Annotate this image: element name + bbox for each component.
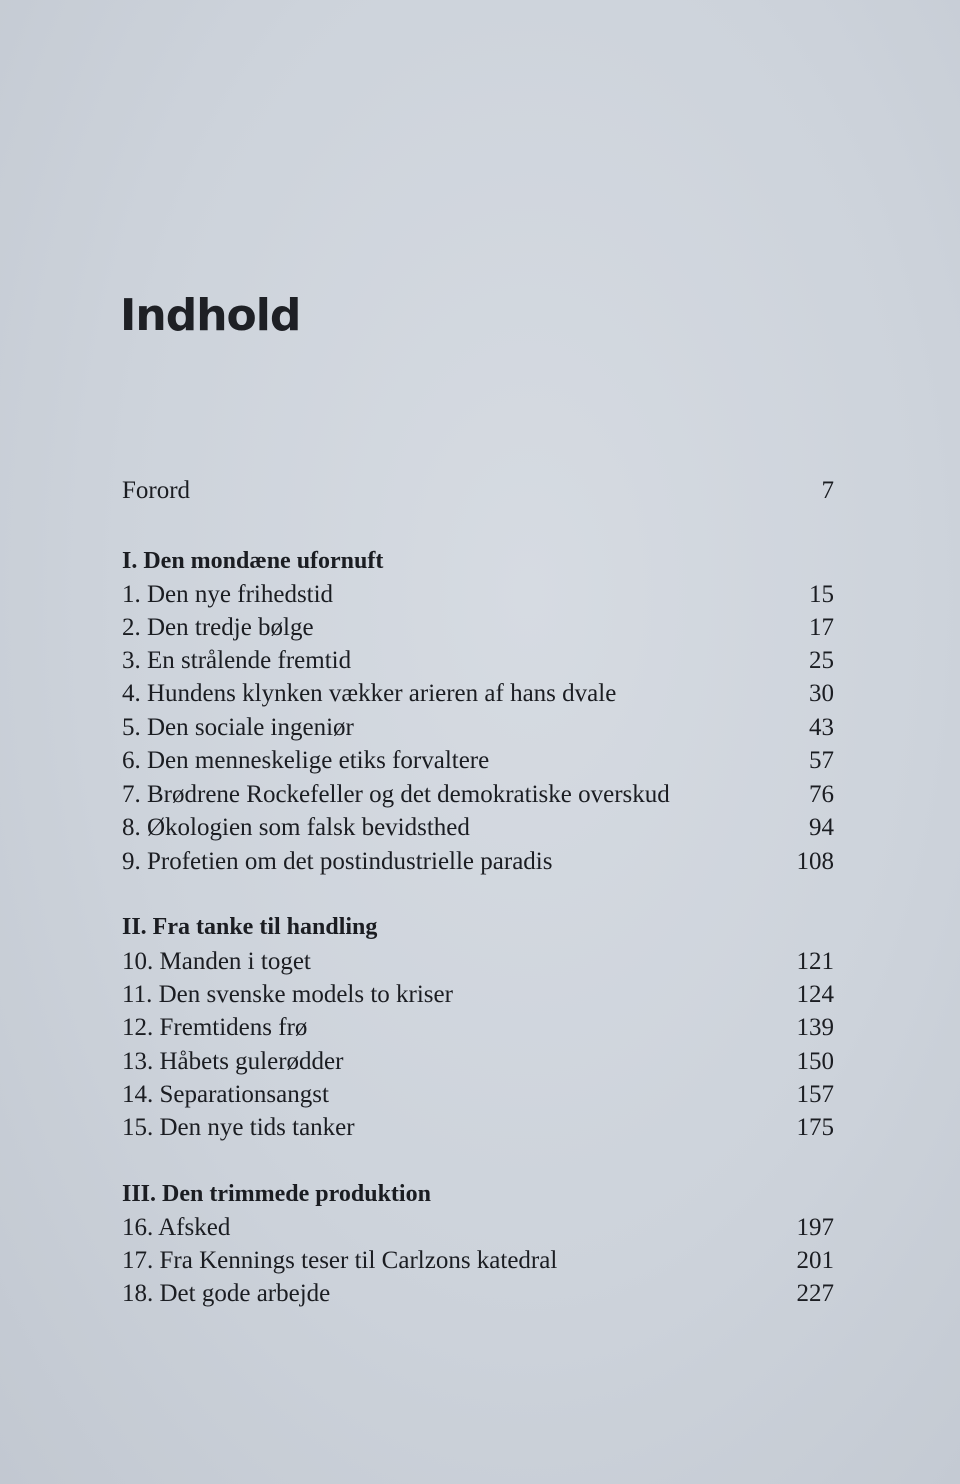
toc-entry-forord: [122, 476, 834, 506]
toc-entry-page: 124: [796, 981, 834, 1008]
part-heading: I. Den mondæne ufornuft: [122, 548, 384, 574]
toc-entry: [122, 1279, 834, 1309]
toc-entry: [122, 580, 834, 610]
toc-entry-page: 197: [796, 1214, 834, 1241]
part-heading: II. Fra tanke til handling: [122, 914, 378, 940]
toc-entry: [122, 1013, 834, 1043]
toc-entry-page: 7: [821, 477, 834, 504]
toc-entry: [122, 1047, 834, 1077]
toc-entry-page: 157: [796, 1081, 834, 1108]
toc-entry-label: 11. Den svenske models to kriser: [122, 981, 453, 1008]
toc-entry: [122, 613, 834, 643]
toc-entry: [122, 1080, 834, 1110]
toc-entry-page: 201: [796, 1247, 834, 1274]
toc-entry-page: 94: [809, 814, 834, 841]
toc-entry: [122, 679, 834, 709]
toc-entry-label: 18. Det gode arbejde: [122, 1280, 331, 1307]
toc-entry-label: 12. Fremtidens frø: [122, 1014, 308, 1041]
toc-entry-page: 175: [796, 1114, 834, 1141]
toc-entry: [122, 780, 834, 810]
toc-entry-page: 15: [809, 581, 834, 608]
toc-entry-label: 1. Den nye frihedstid: [122, 581, 334, 608]
toc-entry-label: 6. Den menneskelige etiks forvaltere: [122, 747, 490, 774]
toc-entry-page: 57: [809, 747, 834, 774]
toc-entry-label: 5. Den sociale ingeniør: [122, 714, 354, 741]
part-heading: III. Den trimmede produktion: [122, 1181, 431, 1207]
toc-entry-label: 14. Separationsangst: [122, 1081, 329, 1108]
toc-entry-label: 16. Afsked: [122, 1214, 231, 1241]
toc-entry-label: 3. En strålende fremtid: [122, 647, 352, 674]
toc-entry-label: 9. Profetien om det postindustrielle paradis: [122, 848, 553, 875]
toc-entry-page: 25: [809, 647, 834, 674]
toc-entry: [122, 813, 834, 843]
toc-entry-label: Forord: [122, 477, 191, 504]
toc-entry: [122, 1246, 834, 1276]
toc-entry-page: 43: [809, 714, 834, 741]
toc-entry-label: 17. Fra Kennings teser til Carlzons katedral: [122, 1247, 558, 1274]
toc-entry-label: 15. Den nye tids tanker: [122, 1114, 355, 1141]
toc-entry-label: 8. Økologien som falsk bevidsthed: [122, 814, 470, 841]
toc-entry-label: 7. Brødrene Rockefeller og det demokratiske overskud: [122, 781, 670, 808]
toc-entry: [122, 1113, 834, 1143]
toc-entry: [122, 947, 834, 977]
toc-entry-label: 2. Den tredje bølge: [122, 614, 314, 641]
toc-entry-page: 227: [796, 1280, 834, 1307]
toc-entry: [122, 713, 834, 743]
toc-entry-label: 13. Håbets gulerødder: [122, 1048, 344, 1075]
toc-entry-page: 17: [809, 614, 834, 641]
toc-entry-label: 4. Hundens klynken vækker arieren af hans dvale: [122, 680, 617, 707]
toc-entry-page: 30: [809, 680, 834, 707]
toc-entry-page: 121: [796, 948, 834, 975]
toc-entry-page: 150: [796, 1048, 834, 1075]
toc-entry-page: 76: [809, 781, 834, 808]
toc-entry-page: 139: [796, 1014, 834, 1041]
page-title: Indhold: [120, 290, 301, 341]
toc-entry: [122, 646, 834, 676]
toc-entry: [122, 1213, 834, 1243]
toc-entry-page: 108: [796, 848, 834, 875]
toc-entry-label: 10. Manden i toget: [122, 948, 311, 975]
toc-entry: [122, 746, 834, 776]
toc-entry: [122, 847, 834, 877]
toc-entry: [122, 980, 834, 1010]
